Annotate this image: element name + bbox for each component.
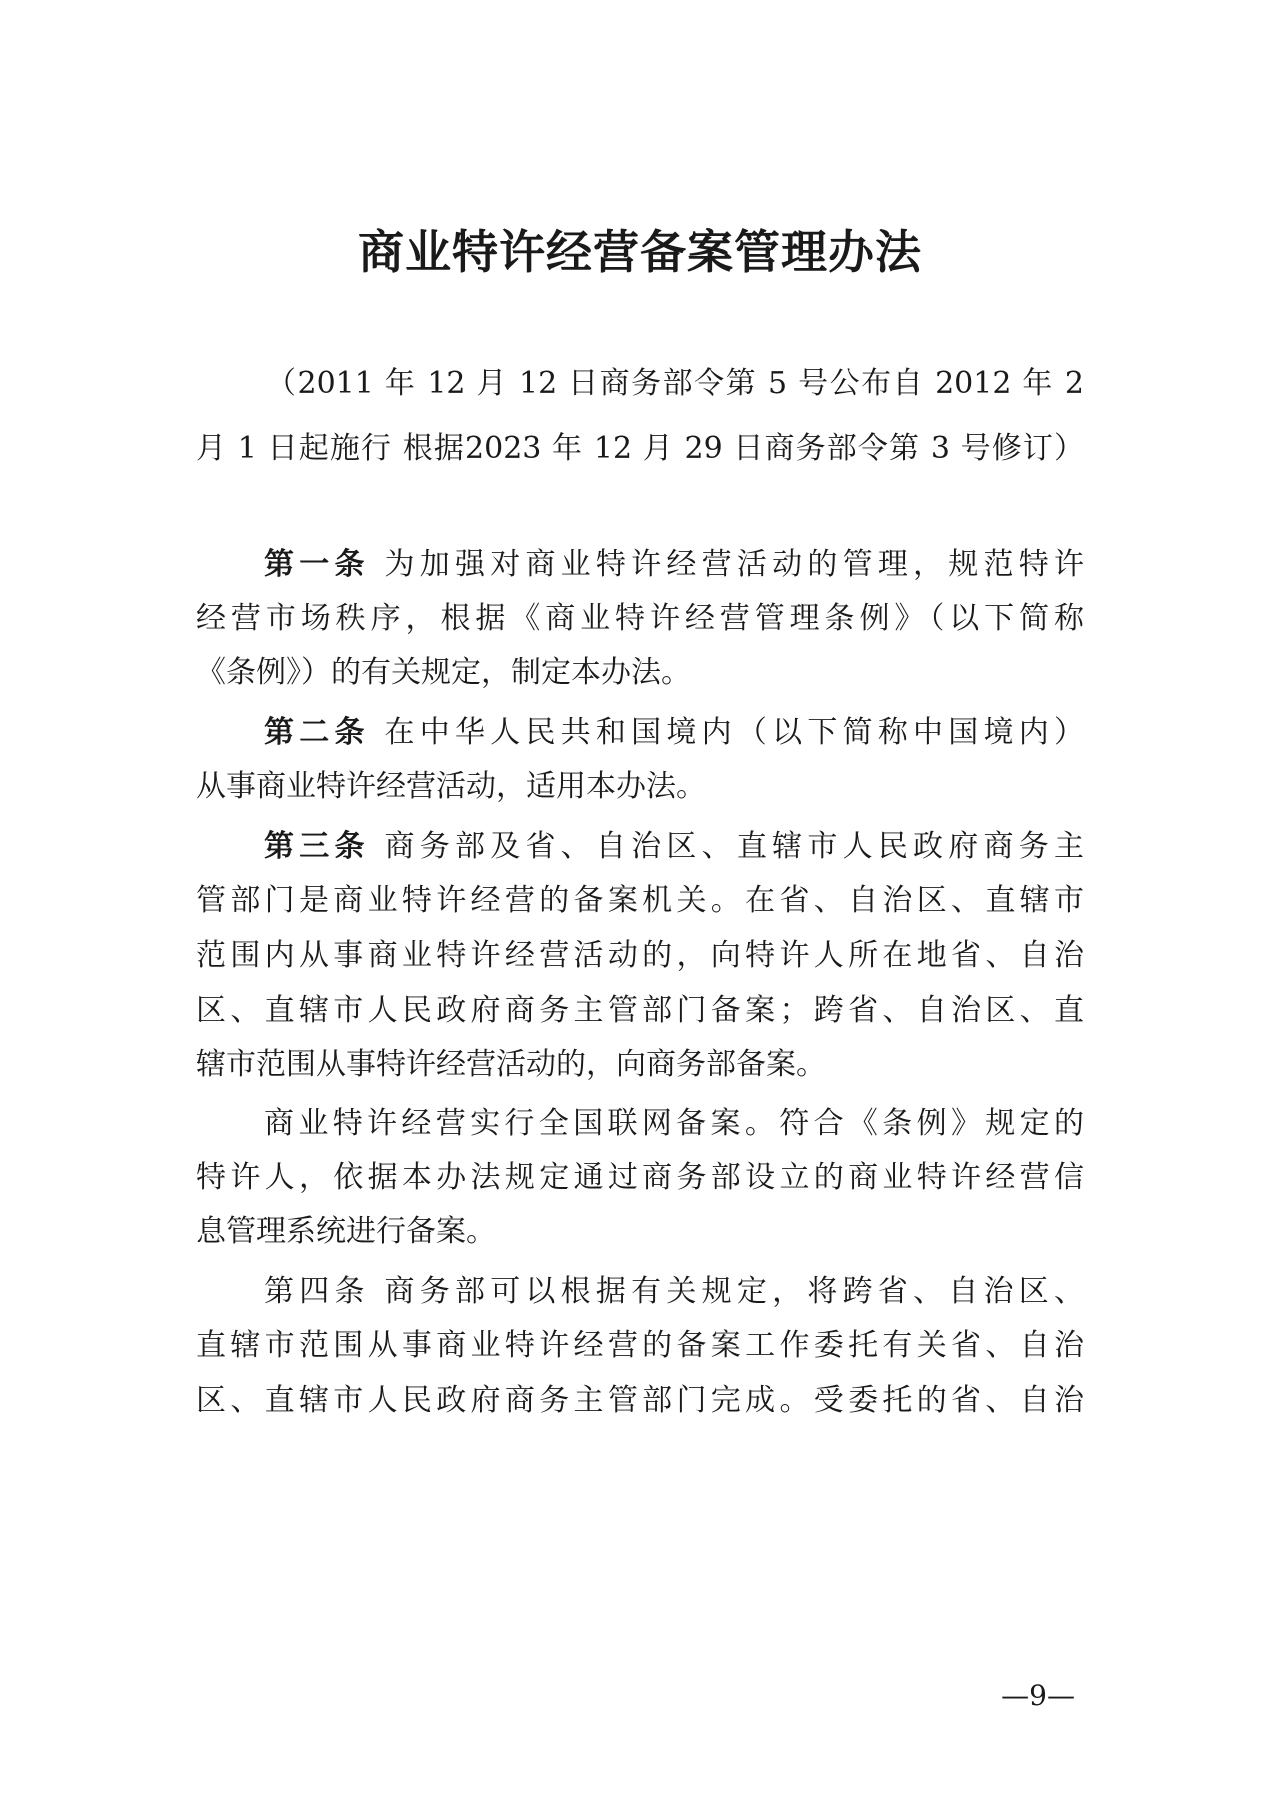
article-3-line-5: 辖市范围从事特许经营活动的，向商务部备案。 <box>196 1047 826 1082</box>
paragraph-network-line-1: 商业特许经营实行全国联网备案。符合《条例》规定的 <box>264 1106 1084 1141</box>
article-1-heading: 第一条 <box>264 547 370 582</box>
article-3-line-1 <box>264 827 1084 867</box>
paragraph-network-line-2: 特许人，依据本办法规定通过商务部设立的商业特许经营信 <box>196 1160 1084 1195</box>
article-2-line-1 <box>264 713 1084 753</box>
article-3-line-3: 范围内从事商业特许经营活动的，向特许人所在地省、自治 <box>196 938 1084 973</box>
article-4-line-2: 直辖市范围从事商业特许经营的备案工作委托有关省、自治 <box>196 1328 1084 1363</box>
article-1-line-1 <box>264 545 1084 585</box>
promulgation-note-line-2: 月 1 日起施行 根据2023 年 12 月 29 日商务部令第 3 号修订） <box>196 431 1084 466</box>
article-2-text-1: 在中华人民共和国境内（以下简称中国境内） <box>384 715 1085 750</box>
article-3-heading: 第三条 <box>264 829 370 864</box>
article-2-line-2: 从事商业特许经营活动，适用本办法。 <box>196 769 706 804</box>
article-3-line-4: 区、直辖市人民政府商务主管部门备案；跨省、自治区、直 <box>196 993 1084 1028</box>
article-2-heading: 第二条 <box>264 715 370 750</box>
page-number: —9— <box>1001 1679 1075 1712</box>
paragraph-network-line-3: 息管理系统进行备案。 <box>196 1214 496 1249</box>
article-1-text-1: 为加强对商业特许经营活动的管理，规范特许 <box>384 547 1085 582</box>
promulgation-note-line-1: （2011 年 12 月 12 日商务部令第 5 号公布自 2012 年 2 <box>266 366 1084 401</box>
article-1-line-3: 《条例》）的有关规定，制定本办法。 <box>196 655 691 690</box>
article-3-text-1: 商务部及省、自治区、直辖市人民政府商务主 <box>384 829 1085 864</box>
document-title: 商业特许经营备案管理办法 <box>358 225 922 279</box>
article-3-line-2: 管部门是商业特许经营的备案机关。在省、自治区、直辖市 <box>196 883 1084 918</box>
article-1-line-2: 经营市场秩序，根据《商业特许经营管理条例》（以下简称 <box>196 601 1084 636</box>
article-4-line-1: 第四条 商务部可以根据有关规定，将跨省、自治区、 <box>264 1274 1084 1309</box>
article-4-line-3: 区、直辖市人民政府商务主管部门完成。受委托的省、自治 <box>196 1383 1084 1418</box>
